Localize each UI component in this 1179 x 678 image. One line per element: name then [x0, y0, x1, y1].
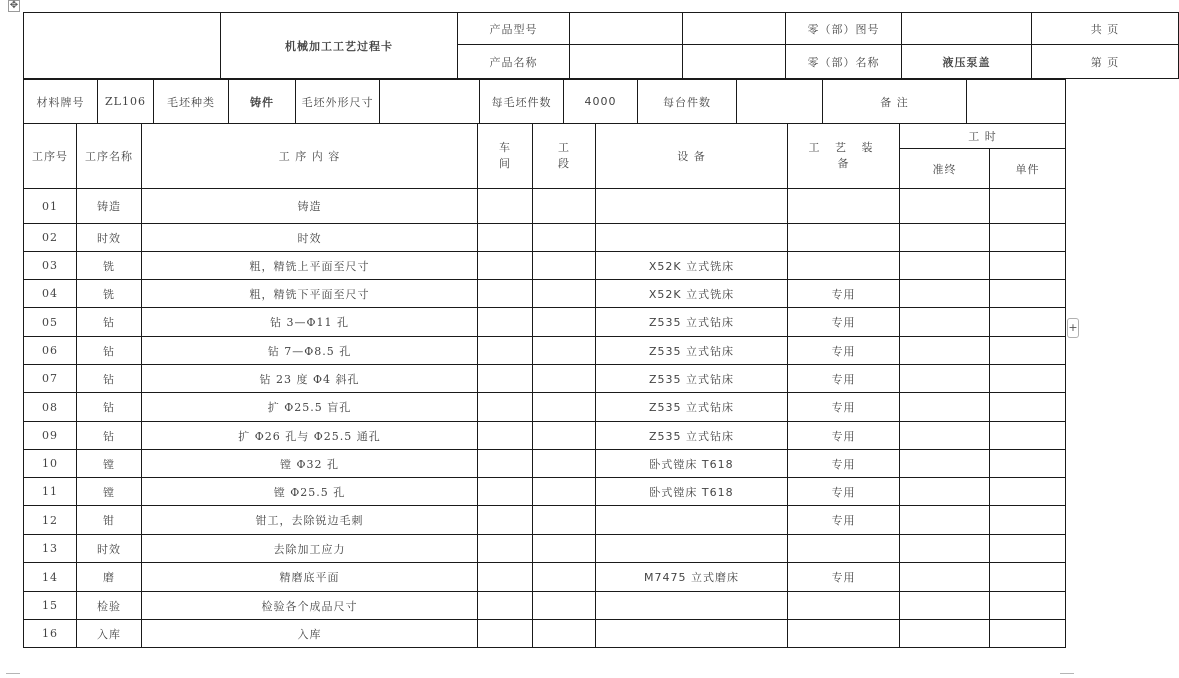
- op-name-cell[interactable]: 磨: [77, 563, 142, 592]
- process-rows: [24, 189, 1066, 648]
- op-name-cell[interactable]: 铣: [77, 252, 142, 280]
- workshop-cell[interactable]: [478, 592, 533, 620]
- op-no-cell[interactable]: 06: [24, 337, 77, 365]
- section-cell[interactable]: [533, 337, 596, 365]
- time-unit-cell[interactable]: [990, 280, 1066, 308]
- table-row: [24, 620, 1066, 648]
- material-grade-label: 材料牌号: [24, 80, 98, 124]
- tooling-cell[interactable]: 专用: [788, 563, 900, 592]
- equipment-cell[interactable]: Z535 立式钻床: [596, 308, 788, 337]
- process-table: [23, 123, 1066, 648]
- equipment-cell[interactable]: Z535 立式钻床: [596, 393, 788, 422]
- op-name-cell[interactable]: 钳: [77, 506, 142, 535]
- tooling-cell[interactable]: [788, 535, 900, 563]
- workshop-cell[interactable]: [478, 478, 533, 506]
- op-name-cell[interactable]: 钻: [77, 337, 142, 365]
- workshop-cell[interactable]: [478, 365, 533, 393]
- time-unit-cell[interactable]: [990, 592, 1066, 620]
- col-header-tooling-line2: 备: [837, 157, 850, 170]
- header-table: [23, 12, 1179, 79]
- col-header-equipment: 设 备: [596, 124, 788, 189]
- section-cell[interactable]: [533, 422, 596, 450]
- workshop-cell[interactable]: [478, 308, 533, 337]
- op-content-cell[interactable]: 扩 Φ26 孔与 Φ25.5 通孔: [142, 422, 478, 450]
- product-model-spacer[interactable]: [683, 13, 786, 45]
- time-setup-cell[interactable]: [900, 365, 990, 393]
- time-setup-cell[interactable]: [900, 506, 990, 535]
- workshop-cell[interactable]: [478, 535, 533, 563]
- time-unit-cell[interactable]: [990, 224, 1066, 252]
- tooling-cell[interactable]: 专用: [788, 422, 900, 450]
- op-content-cell[interactable]: 钻 3—Φ11 孔: [142, 308, 478, 337]
- col-header-tooling: [788, 124, 900, 189]
- op-content-cell[interactable]: 钻 23 度 Φ4 斜孔: [142, 365, 478, 393]
- table-row: [24, 280, 1066, 308]
- op-no-cell[interactable]: 01: [24, 189, 77, 224]
- equipment-cell[interactable]: M7475 立式磨床: [596, 563, 788, 592]
- section-cell[interactable]: [533, 450, 596, 478]
- tooling-cell[interactable]: [788, 620, 900, 648]
- equipment-cell[interactable]: X52K 立式铣床: [596, 252, 788, 280]
- col-header-workshop-line2: 间: [499, 157, 511, 170]
- table-row: [24, 506, 1066, 535]
- table-row: [24, 337, 1066, 365]
- section-cell[interactable]: [533, 620, 596, 648]
- workshop-cell[interactable]: [478, 337, 533, 365]
- time-unit-cell[interactable]: [990, 393, 1066, 422]
- table-row: [24, 365, 1066, 393]
- time-setup-cell[interactable]: [900, 478, 990, 506]
- op-content-cell[interactable]: 镗 Φ25.5 孔: [142, 478, 478, 506]
- product-name-value[interactable]: [570, 45, 683, 79]
- time-unit-cell[interactable]: [990, 189, 1066, 224]
- time-unit-cell[interactable]: [990, 506, 1066, 535]
- tooling-cell[interactable]: 专用: [788, 337, 900, 365]
- time-unit-cell[interactable]: [990, 450, 1066, 478]
- col-header-op-no: 工序号: [24, 124, 77, 189]
- time-unit-cell[interactable]: [990, 252, 1066, 280]
- time-unit-cell[interactable]: [990, 365, 1066, 393]
- op-no-cell[interactable]: 15: [24, 592, 77, 620]
- op-no-cell[interactable]: 14: [24, 563, 77, 592]
- time-setup-cell[interactable]: [900, 252, 990, 280]
- table-row: [24, 252, 1066, 280]
- workshop-cell[interactable]: [478, 506, 533, 535]
- time-setup-cell[interactable]: [900, 393, 990, 422]
- equipment-cell[interactable]: X52K 立式铣床: [596, 280, 788, 308]
- product-model-label: 产品型号: [458, 13, 570, 45]
- workshop-cell[interactable]: [478, 620, 533, 648]
- page-corner-mark-right: [1060, 673, 1074, 678]
- time-setup-cell[interactable]: [900, 189, 990, 224]
- workshop-cell[interactable]: [478, 563, 533, 592]
- time-setup-cell[interactable]: [900, 308, 990, 337]
- table-row: [24, 592, 1066, 620]
- op-content-cell[interactable]: 镗 Φ32 孔: [142, 450, 478, 478]
- section-cell[interactable]: [533, 280, 596, 308]
- section-cell[interactable]: [533, 365, 596, 393]
- section-cell[interactable]: [533, 563, 596, 592]
- total-pages-label: 共 页: [1032, 13, 1179, 45]
- page-title: 机械加工工艺过程卡: [221, 13, 458, 79]
- time-unit-cell[interactable]: [990, 337, 1066, 365]
- table-row: [24, 535, 1066, 563]
- section-cell[interactable]: [533, 224, 596, 252]
- equipment-cell[interactable]: [596, 620, 788, 648]
- time-setup-cell[interactable]: [900, 535, 990, 563]
- tooling-cell[interactable]: 专用: [788, 280, 900, 308]
- op-content-cell[interactable]: 扩 Φ25.5 盲孔: [142, 393, 478, 422]
- equipment-cell[interactable]: [596, 592, 788, 620]
- op-content-cell[interactable]: 检验各个成品尺寸: [142, 592, 478, 620]
- tooling-cell[interactable]: 专用: [788, 308, 900, 337]
- product-name-spacer[interactable]: [683, 45, 786, 79]
- equipment-cell[interactable]: Z535 立式钻床: [596, 422, 788, 450]
- op-no-cell[interactable]: 03: [24, 252, 77, 280]
- table-row: [24, 393, 1066, 422]
- time-setup-cell[interactable]: [900, 422, 990, 450]
- time-setup-cell[interactable]: [900, 280, 990, 308]
- col-header-section-line1: 工: [558, 141, 570, 154]
- equipment-cell[interactable]: [596, 506, 788, 535]
- time-setup-cell[interactable]: [900, 620, 990, 648]
- tooling-cell[interactable]: 专用: [788, 506, 900, 535]
- equipment-cell[interactable]: [596, 224, 788, 252]
- material-table: [23, 79, 1066, 124]
- op-name-cell[interactable]: 入库: [77, 620, 142, 648]
- op-content-cell[interactable]: 铸造: [142, 189, 478, 224]
- tooling-cell[interactable]: [788, 592, 900, 620]
- table-move-icon[interactable]: ✥: [9, 0, 19, 11]
- part-name-label: 零（部）名称: [786, 45, 902, 79]
- op-name-cell[interactable]: 钻: [77, 393, 142, 422]
- page-corner-mark-left: [6, 673, 20, 678]
- blank-type-label: 毛坯种类: [154, 80, 229, 124]
- op-no-cell[interactable]: 10: [24, 450, 77, 478]
- workshop-cell[interactable]: [478, 393, 533, 422]
- part-drawing-no-value[interactable]: [902, 13, 1032, 45]
- tooling-cell[interactable]: 专用: [788, 450, 900, 478]
- time-setup-cell[interactable]: [900, 337, 990, 365]
- op-no-cell[interactable]: 04: [24, 280, 77, 308]
- op-no-cell[interactable]: 07: [24, 365, 77, 393]
- product-model-value[interactable]: [570, 13, 683, 45]
- op-name-cell[interactable]: 镗: [77, 478, 142, 506]
- op-no-cell[interactable]: 11: [24, 478, 77, 506]
- workshop-cell[interactable]: [478, 422, 533, 450]
- add-column-icon[interactable]: +: [1067, 318, 1079, 338]
- op-name-cell[interactable]: 时效: [77, 224, 142, 252]
- remarks-value[interactable]: [967, 80, 1066, 124]
- op-name-cell[interactable]: 检验: [77, 592, 142, 620]
- section-cell[interactable]: [533, 506, 596, 535]
- op-no-cell[interactable]: 02: [24, 224, 77, 252]
- section-cell[interactable]: [533, 535, 596, 563]
- remarks-label: 备 注: [823, 80, 967, 124]
- table-row: [24, 308, 1066, 337]
- time-unit-cell[interactable]: [990, 308, 1066, 337]
- tooling-cell[interactable]: 专用: [788, 365, 900, 393]
- op-content-cell[interactable]: 钻 7—Φ8.5 孔: [142, 337, 478, 365]
- table-row: [24, 478, 1066, 506]
- equipment-cell[interactable]: [596, 535, 788, 563]
- time-setup-cell[interactable]: [900, 563, 990, 592]
- pieces-per-unit-label: 每台件数: [638, 80, 737, 124]
- time-unit-cell[interactable]: [990, 535, 1066, 563]
- op-name-cell[interactable]: 钻: [77, 422, 142, 450]
- col-header-time: 工 时: [900, 124, 1066, 149]
- pieces-per-blank-value[interactable]: 4000: [564, 80, 638, 124]
- op-name-cell[interactable]: 时效: [77, 535, 142, 563]
- op-content-cell[interactable]: 去除加工应力: [142, 535, 478, 563]
- equipment-cell[interactable]: Z535 立式钻床: [596, 337, 788, 365]
- pieces-per-blank-label: 每毛坯件数: [480, 80, 564, 124]
- op-no-cell[interactable]: 09: [24, 422, 77, 450]
- table-row: [24, 189, 1066, 224]
- op-name-cell[interactable]: 铣: [77, 280, 142, 308]
- col-header-workshop-line1: 车: [499, 141, 511, 154]
- op-name-cell[interactable]: 镗: [77, 450, 142, 478]
- col-header-op-name: 工序名称: [77, 124, 142, 189]
- workshop-cell[interactable]: [478, 252, 533, 280]
- op-content-cell[interactable]: 时效: [142, 224, 478, 252]
- tooling-cell[interactable]: 专用: [788, 478, 900, 506]
- equipment-cell[interactable]: Z535 立式钻床: [596, 365, 788, 393]
- op-content-cell[interactable]: 精磨底平面: [142, 563, 478, 592]
- section-cell[interactable]: [533, 592, 596, 620]
- time-unit-cell[interactable]: [990, 478, 1066, 506]
- tooling-cell[interactable]: [788, 189, 900, 224]
- workshop-cell[interactable]: [478, 189, 533, 224]
- tooling-cell[interactable]: [788, 252, 900, 280]
- op-no-cell[interactable]: 08: [24, 393, 77, 422]
- workshop-cell[interactable]: [478, 224, 533, 252]
- section-cell[interactable]: [533, 478, 596, 506]
- time-unit-cell[interactable]: [990, 563, 1066, 592]
- op-name-cell[interactable]: 钻: [77, 365, 142, 393]
- col-header-section: [533, 124, 596, 189]
- col-header-section-line2: 段: [558, 157, 570, 170]
- page-no-label: 第 页: [1032, 45, 1179, 79]
- col-header-time-setup: 准终: [900, 149, 990, 189]
- op-content-cell[interactable]: 钳工，去除锐边毛刺: [142, 506, 478, 535]
- blank-type-value[interactable]: 铸件: [229, 80, 296, 124]
- op-name-cell[interactable]: 铸造: [77, 189, 142, 224]
- time-unit-cell[interactable]: [990, 422, 1066, 450]
- op-content-cell[interactable]: 粗，精铣上平面至尺寸: [142, 252, 478, 280]
- section-cell[interactable]: [533, 393, 596, 422]
- section-cell[interactable]: [533, 252, 596, 280]
- op-content-cell[interactable]: 粗，精铣下平面至尺寸: [142, 280, 478, 308]
- blank-dims-value[interactable]: [380, 80, 480, 124]
- time-setup-cell[interactable]: [900, 450, 990, 478]
- op-no-cell[interactable]: 13: [24, 535, 77, 563]
- col-header-tooling-line1: 工 艺 装: [808, 141, 879, 154]
- col-header-op-content: 工 序 内 容: [142, 124, 478, 189]
- workshop-cell[interactable]: [478, 280, 533, 308]
- op-no-cell[interactable]: 12: [24, 506, 77, 535]
- time-setup-cell[interactable]: [900, 224, 990, 252]
- tooling-cell[interactable]: [788, 224, 900, 252]
- table-row: [24, 450, 1066, 478]
- op-content-cell[interactable]: 入库: [142, 620, 478, 648]
- equipment-cell[interactable]: [596, 189, 788, 224]
- table-row: [24, 563, 1066, 592]
- header-blank-cell[interactable]: [24, 13, 221, 79]
- material-grade-value[interactable]: ZL106: [98, 80, 154, 124]
- product-name-label: 产品名称: [458, 45, 570, 79]
- col-header-time-unit: 单件: [990, 149, 1066, 189]
- equipment-cell[interactable]: 卧式镗床 T618: [596, 450, 788, 478]
- table-row: [24, 422, 1066, 450]
- tooling-cell[interactable]: 专用: [788, 393, 900, 422]
- time-setup-cell[interactable]: [900, 592, 990, 620]
- op-no-cell[interactable]: 05: [24, 308, 77, 337]
- op-name-cell[interactable]: 钻: [77, 308, 142, 337]
- col-header-workshop: [478, 124, 533, 189]
- pieces-per-unit-value[interactable]: [737, 80, 823, 124]
- time-unit-cell[interactable]: [990, 620, 1066, 648]
- part-name-value[interactable]: 液压泵盖: [902, 45, 1032, 79]
- equipment-cell[interactable]: 卧式镗床 T618: [596, 478, 788, 506]
- section-cell[interactable]: [533, 189, 596, 224]
- workshop-cell[interactable]: [478, 450, 533, 478]
- table-row: [24, 224, 1066, 252]
- part-drawing-no-label: 零（部）图号: [786, 13, 902, 45]
- blank-dims-label: 毛坯外形尺寸: [296, 80, 380, 124]
- section-cell[interactable]: [533, 308, 596, 337]
- op-no-cell[interactable]: 16: [24, 620, 77, 648]
